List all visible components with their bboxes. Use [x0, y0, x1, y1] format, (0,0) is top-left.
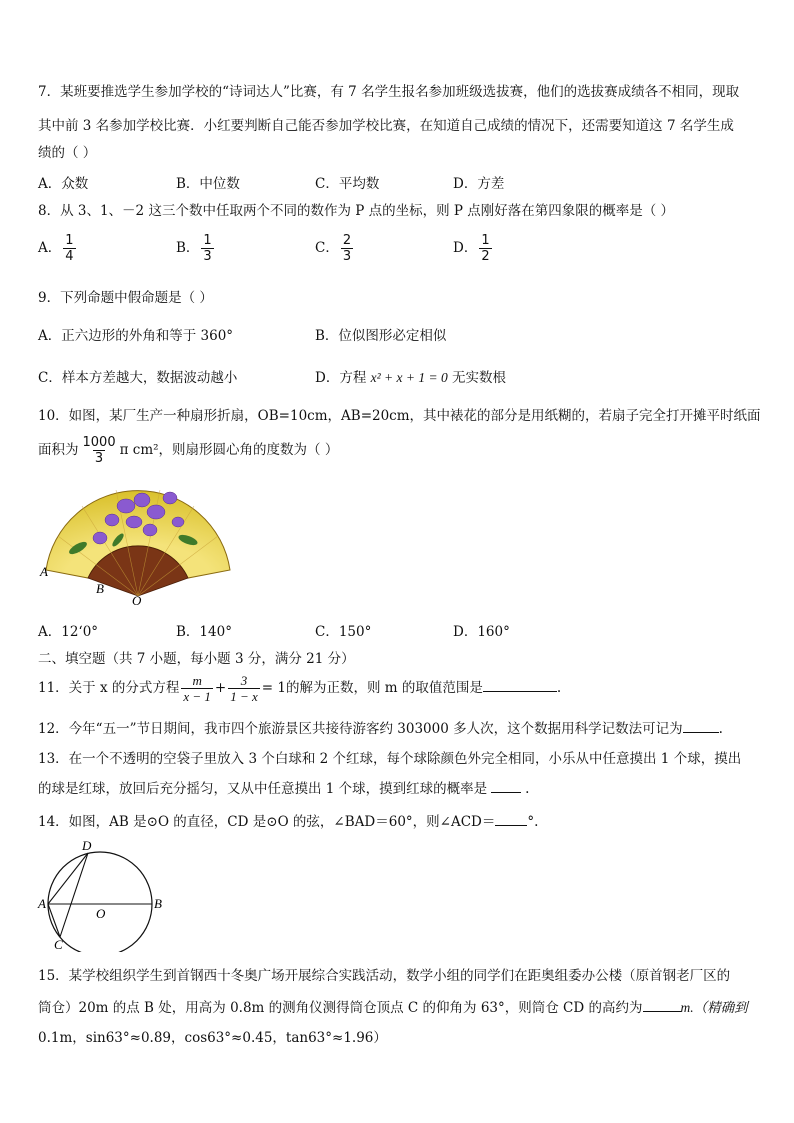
q15-text: 筒仓）20m 的点 B 处，用高为 0.8m 的测角仪测得筒仓顶点 C 的仰角为 63°，则筒仓 CD 的高约为	[38, 1000, 643, 1016]
option-text: D．方程	[315, 370, 367, 386]
fraction	[201, 233, 213, 264]
fraction	[181, 673, 213, 704]
label-d: D	[82, 838, 92, 853]
q10-option-a: A．12‘0°	[38, 624, 99, 640]
denominator: 3	[203, 249, 212, 264]
label-a: A	[38, 896, 46, 911]
q9-option-d	[315, 368, 506, 388]
numerator: 1	[203, 233, 212, 248]
q8-option-b	[176, 233, 216, 264]
equation: x² + x + 1 = 0	[370, 370, 448, 385]
numerator: m	[192, 673, 202, 688]
q9-stem: 9．下列命题中假命题是（ ）	[38, 290, 213, 306]
fan-label-b: B	[96, 581, 104, 596]
fraction	[479, 233, 491, 264]
circle-o	[48, 852, 152, 952]
numerator: 1	[481, 233, 490, 248]
q7-option-a: A．众数	[38, 176, 89, 192]
denominator: 3	[94, 451, 104, 466]
fan-figure	[38, 478, 238, 610]
q13-text: 的球是红球，放回后充分摇匀，又从中任意摸出 1 个球，摸到红球的概率是	[38, 781, 488, 797]
q11-text: 的解为正数，则 m 的取值范围是	[285, 680, 483, 696]
q15-line3: 0.1m，sin63°≈0.89，cos63°≈0.45，tan63°≈1.96）	[38, 1030, 387, 1046]
label-b: B	[154, 896, 162, 911]
q12-text: 12．今年“五一”节日期间，我市四个旅游景区共接待游客约 303000 多人次，这个数据用科学记数法可记为	[38, 721, 683, 737]
q11-text: 11．关于 x 的分式方程	[38, 680, 180, 696]
period: .	[718, 721, 723, 737]
q14-line	[38, 811, 538, 832]
denominator: 2	[481, 249, 490, 264]
q15-line2	[38, 997, 748, 1018]
q15-line1: 15．某学校组织学生到首钢西十冬奥广场开展综合实践活动，数学小组的同学们在距奥组委办公楼（原首钢老厂区的	[38, 968, 731, 984]
fraction	[63, 233, 75, 264]
q10-line2	[38, 432, 338, 468]
q8-option-d	[453, 233, 494, 264]
q13-line2	[38, 778, 529, 799]
q7-line1: 7．某班要推选学生参加学校的“诗词达人”比赛，有 7 名学生报名参加班级选拔赛，他们的选拔赛成绩各不相同，现取	[38, 84, 740, 100]
period: .	[525, 781, 530, 797]
degree-period: °.	[527, 814, 539, 830]
option-text: 无实数根	[452, 370, 507, 386]
q9-option-b: B．位似图形必定相似	[315, 328, 447, 344]
q8-option-a	[38, 233, 78, 264]
q7-option-b: B．中位数	[176, 176, 240, 192]
period: .	[556, 680, 562, 696]
q7-option-c: C．平均数	[315, 176, 380, 192]
label-o: O	[96, 906, 106, 921]
section-heading: 二、填空题（共 7 小题，每小题 3 分，满分 21 分）	[38, 651, 355, 667]
fraction	[81, 435, 118, 466]
fan-label-a: A	[40, 564, 48, 579]
option-label: D．	[453, 240, 478, 256]
q8-stem: 8．从 3、1、－2 这三个数中任取两个不同的数作为 P 点的坐标，则 P 点刚好落在第四象限的概率是（ ）	[38, 203, 675, 219]
q7-line2: 其中前 3 名参加学校比赛．小红要判断自己能否参加学校比赛，在知道自己成绩的情况下，还需要知道这 7 名学生成	[38, 118, 734, 134]
q10-line1: 10．如图，某厂生产一种扇形折扇，OB=10cm，AB=20cm，其中裱花的部分是用纸糊的，若扇子完全打开摊平时纸面	[38, 408, 761, 424]
numerator: 1000	[82, 435, 116, 450]
q13-line1: 13．在一个不透明的空袋子里放入 3 个白球和 2 个红球，每个球除颜色外完全相同，小乐从中任意摸出 1 个球，摸出	[38, 751, 742, 767]
option-label: C．	[315, 240, 339, 256]
answer-blank[interactable]	[491, 778, 521, 793]
q10-text: 面积为	[38, 442, 79, 458]
q8-option-c	[315, 233, 355, 264]
label-c: C	[54, 937, 63, 952]
option-label: B．	[176, 240, 200, 256]
denominator: 4	[65, 249, 74, 264]
q9-option-a: A．正六边形的外角和等于 360°	[38, 328, 234, 344]
denominator: x − 1	[183, 689, 211, 704]
q10-option-b: B．140°	[176, 624, 232, 640]
answer-blank[interactable]	[495, 811, 527, 826]
fraction	[228, 673, 260, 704]
q10-option-c: C．150°	[315, 624, 372, 640]
answer-blank[interactable]	[683, 718, 719, 733]
denominator: 3	[342, 249, 352, 264]
equals: = 1	[261, 680, 286, 696]
chord-ac	[48, 904, 60, 937]
numerator: 3	[240, 673, 248, 688]
fan-label-o: O	[132, 593, 142, 608]
q7-option-d: D．方差	[453, 176, 505, 192]
q7-line3: 绩的（ ）	[38, 145, 97, 161]
q12-line	[38, 718, 723, 739]
plus-sign: +	[214, 680, 227, 696]
answer-blank[interactable]	[483, 677, 557, 692]
option-label: A．	[38, 240, 62, 256]
q15-text: m.（精确到	[680, 1000, 748, 1015]
denominator: 1 − x	[230, 689, 258, 704]
q9-option-c: C．样本方差越大，数据波动越小	[38, 370, 238, 386]
numerator: 1	[65, 233, 74, 248]
answer-blank[interactable]	[643, 997, 681, 1012]
q10-text: π cm²，则扇形圆心角的度数为（ ）	[119, 442, 339, 458]
q11-line	[38, 670, 561, 706]
fraction	[341, 233, 353, 264]
q10-option-d: D．160°	[453, 624, 510, 640]
numerator: 2	[342, 233, 352, 248]
circle-figure	[36, 836, 168, 952]
q14-text: 14．如图，AB 是⊙O 的直径，CD 是⊙O 的弦，∠BAD＝60°，则∠ACD＝	[38, 814, 496, 830]
